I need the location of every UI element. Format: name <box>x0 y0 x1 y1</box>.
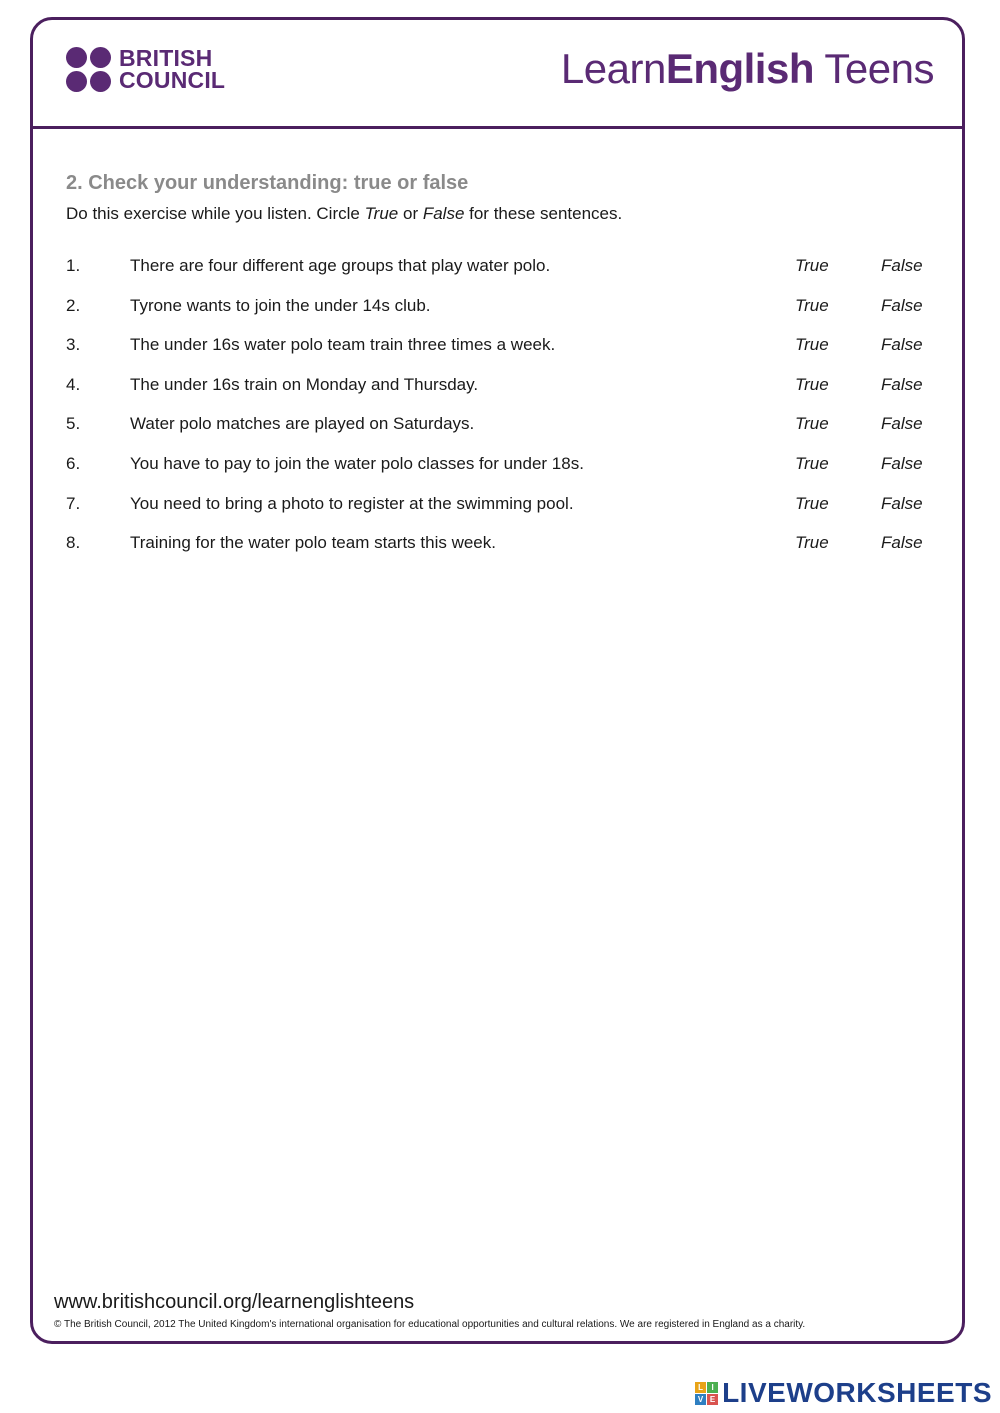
true-option[interactable]: True <box>795 493 829 513</box>
true-option[interactable]: True <box>795 374 829 394</box>
true-option[interactable]: True <box>795 533 829 553</box>
question-text: You need to bring a photo to register at the swimming pool. <box>130 493 574 513</box>
question-row <box>66 412 936 452</box>
exercise-instructions: Do this exercise while you listen. Circle True or False for these sentences. <box>66 204 623 223</box>
logo-teens: Teens <box>814 45 934 92</box>
question-row <box>66 333 936 373</box>
question-number: 3. <box>66 335 81 355</box>
liveworksheets-text: LIVEWORKSHEETS <box>722 1377 992 1408</box>
learnenglish-teens-logo <box>561 44 934 94</box>
footer-copyright: © The British Council, 2012 The United Kingdom's international organisation for educational opportunities and cultural relations. We are registered in England as a charity. <box>54 1319 806 1330</box>
false-option[interactable]: False <box>881 374 923 394</box>
question-row <box>66 294 936 334</box>
question-text: Tyrone wants to join the under 14s club. <box>130 295 431 315</box>
false-option[interactable]: False <box>881 414 923 434</box>
footer-url: www.britishcouncil.org/learnenglishteens <box>54 1291 415 1313</box>
liveworksheets-icon: L I V E <box>695 1382 718 1405</box>
header-divider <box>30 126 965 129</box>
british-council-line1: BRITISH <box>119 45 213 71</box>
question-text: Water polo matches are played on Saturdays. <box>130 414 475 434</box>
question-list <box>66 254 936 571</box>
true-option[interactable]: True <box>795 453 829 473</box>
liveworksheets-logo <box>695 1377 992 1409</box>
british-council-dots-icon <box>66 47 111 92</box>
question-text: There are four different age groups that play water polo. <box>130 256 551 275</box>
false-option[interactable]: False <box>881 493 923 513</box>
true-option[interactable]: True <box>795 335 829 355</box>
british-council-line2: COUNCIL <box>119 67 226 93</box>
question-number: 7. <box>66 493 81 513</box>
british-council-logo <box>66 44 225 94</box>
question-text: The under 16s train on Monday and Thursday. <box>130 374 479 394</box>
logo-learn: Learn <box>560 45 666 92</box>
question-text: You have to pay to join the water polo classes for under 18s. <box>130 453 584 473</box>
exercise-title: 2. Check your understanding: true or false <box>66 172 469 194</box>
question-number: 8. <box>66 533 81 553</box>
question-row <box>66 254 936 294</box>
true-option[interactable]: True <box>795 256 829 275</box>
false-option[interactable]: False <box>881 256 923 275</box>
true-option[interactable]: True <box>795 295 829 315</box>
logo-english: English <box>665 45 814 92</box>
question-text: The under 16s water polo team train three times a week. <box>130 335 556 355</box>
question-row <box>66 373 936 413</box>
false-option[interactable]: False <box>881 335 923 355</box>
question-number: 5. <box>66 414 81 434</box>
question-row <box>66 492 936 532</box>
question-row <box>66 452 936 492</box>
question-row <box>66 531 936 571</box>
question-text: Training for the water polo team starts this week. <box>130 533 496 553</box>
true-option[interactable]: True <box>795 414 829 434</box>
false-option[interactable]: False <box>881 533 923 553</box>
question-number: 6. <box>66 453 81 473</box>
question-number: 2. <box>66 295 81 315</box>
false-option[interactable]: False <box>881 453 923 473</box>
question-number: 4. <box>66 374 81 394</box>
false-option[interactable]: False <box>881 295 923 315</box>
question-number: 1. <box>66 256 81 275</box>
